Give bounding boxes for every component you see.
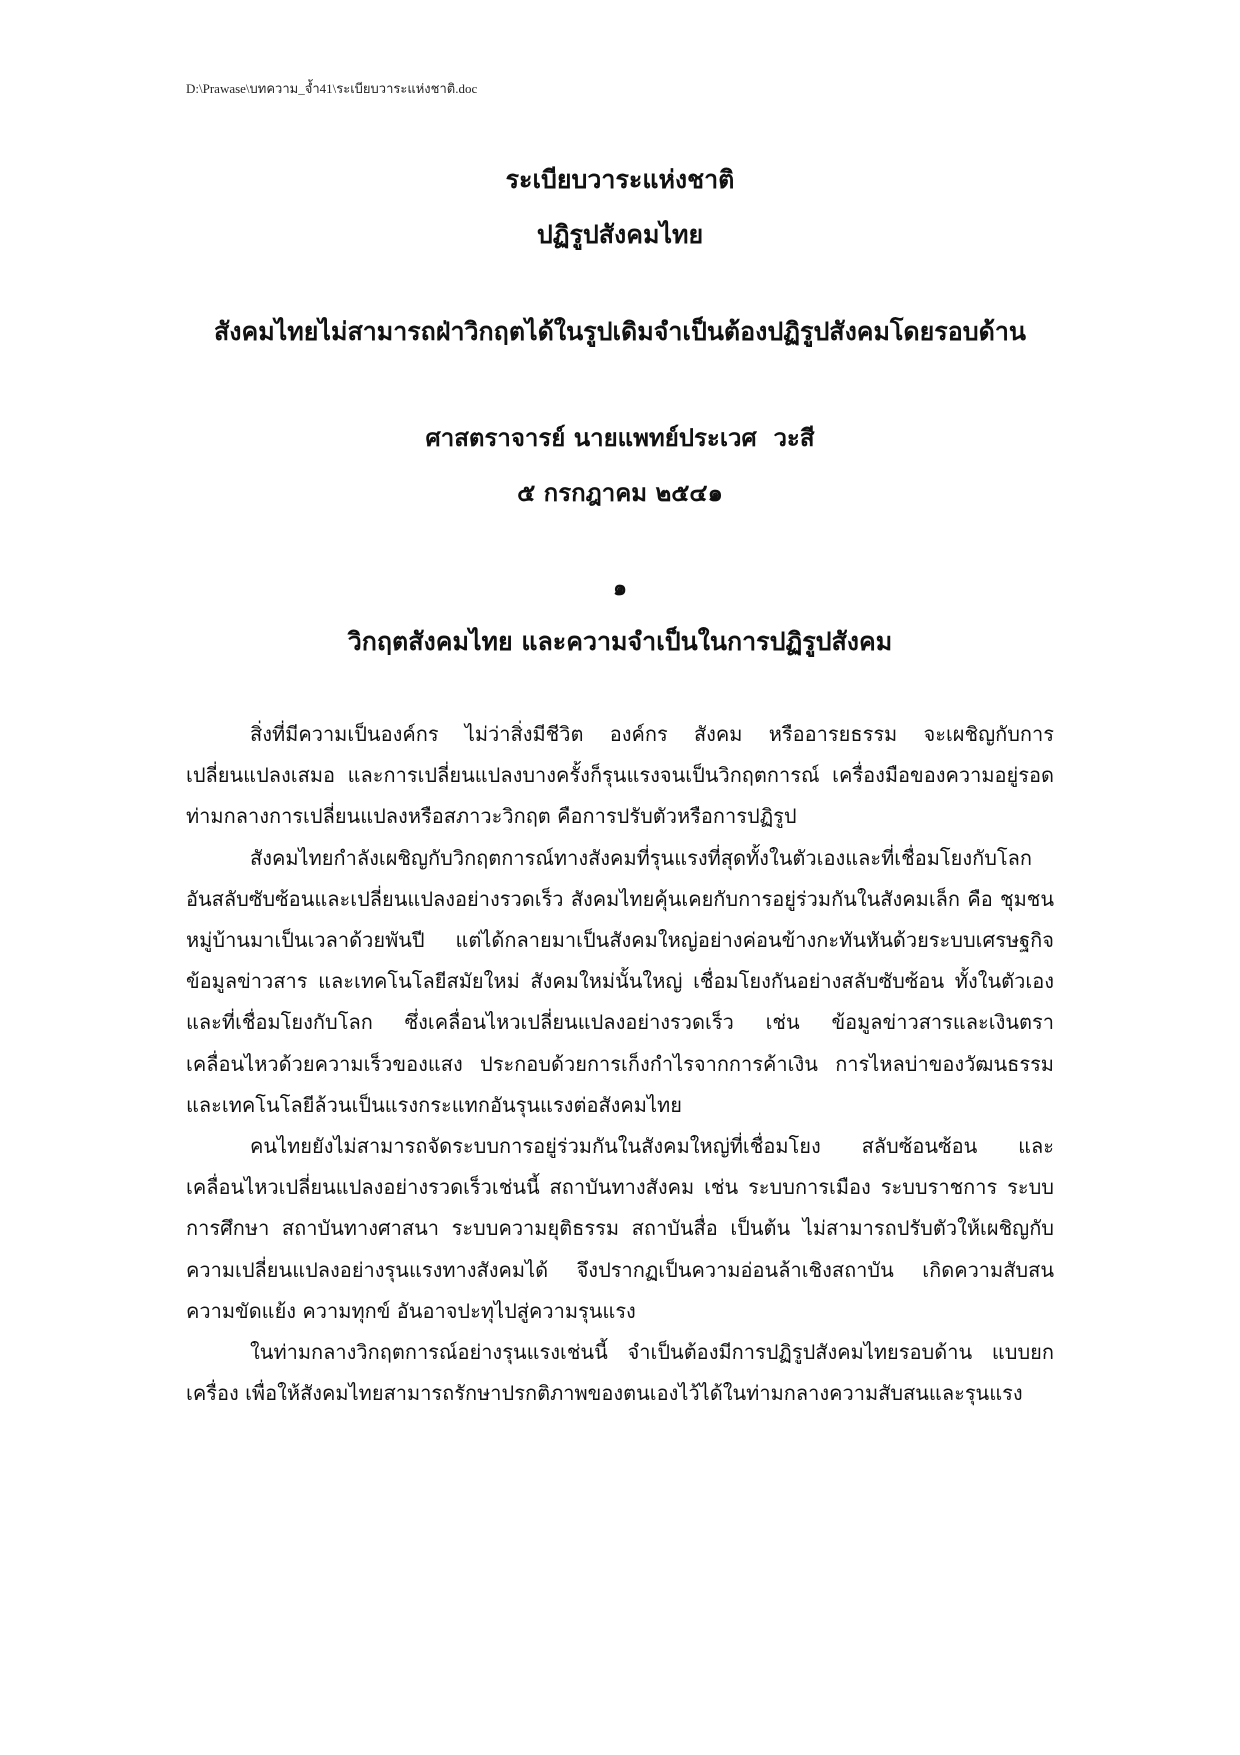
title-line-1: ระเบียบวาระแห่งชาติ (505, 165, 735, 194)
paragraph: ในท่ามกลางวิกฤตการณ์อย่างรุนแรงเช่นนี้ จำเป็นต้องมีการปฏิรูปสังคมไทยรอบด้าน แบบยกเครื่อง เพื่อให้สังคมไทยสามารถรักษาปรกติภาพของตนเองไว้ได้ในท่ามกลางความสับสนและรุนแรง (186, 1340, 1054, 1406)
title-line-2: ปฏิรูปสังคมไทย (536, 220, 704, 249)
file-path-header: D:\Prawase\บทความ_จ้ำ41\ระเบียบวาระแห่งชาติ.doc (186, 81, 478, 96)
section-number: ๑ (613, 575, 627, 601)
subtitle: สังคมไทยไม่สามารถฝ่าวิกฤตได้ในรูปเดิมจำเป็นต้องปฏิรูปสังคมโดยรอบด้าน (214, 317, 1026, 346)
section-heading: วิกฤตสังคมไทย และความจำเป็นในการปฏิรูปสังคม (347, 627, 893, 656)
paragraph: คนไทยยังไม่สามารถจัดระบบการอยู่ร่วมกันในสังคมใหญ่ที่เชื่อมโยง สลับซ้อนซ้อน และเคลื่อนไหวเปลี่ยนแปลงอย่างรวดเร็วเช่นนี้ สถาบันทางสังคม เช่น ระบบการเมือง ระบบราชการ ระบบการศึกษา สถาบันทางศาสนา ระบบความยุติธรรม สถาบันสื่อ เป็นต้น ไม่สามารถปรับตัวให้เผชิญกับความเปลี่ยนแปลงอย่างรุนแรงทางสังคมได้ จึงปรากฏเป็นความอ่อนล้าเชิงสถาบัน เกิดความสับสน ความขัดแย้ง ความทุกข์ อันอาจปะทุไปสู่ความรุนแรง (186, 1134, 1054, 1323)
paragraph: สังคมไทยกำลังเผชิญกับวิกฤตการณ์ทางสังคมที่รุนแรงที่สุดทั้งในตัวเองและที่เชื่อมโยงกับโลกอันสลับซับซ้อนและเปลี่ยนแปลงอย่างรวดเร็ว สังคมไทยคุ้นเคยกับการอยู่ร่วมกันในสังคมเล็ก คือ ชุมชนหมู่บ้านมาเป็นเวลาด้วยพันปี แต่ได้กลายมาเป็นสังคมใหญ่อย่างค่อนข้างกะทันหันด้วยระบบเศรษฐกิจ ข้อมูลข่าวสาร และเทคโนโลยีสมัยใหม่ สังคมใหม่นั้นใหญ่ เชื่อมโยงกันอย่างสลับซับซ้อน ทั้งในตัวเองและที่เชื่อมโยงกับโลก ซึ่งเคลื่อนไหวเปลี่ยนแปลงอย่างรวดเร็ว เช่น ข้อมูลข่าวสารและเงินตราเคลื่อนไหวด้วยความเร็วของแสง ประกอบด้วยการเก็งกำไรจากการค้าเงิน การไหลบ่าของวัฒนธรรมและเทคโนโลยีล้วนเป็นแรงกระแทกอันรุนแรงต่อสังคมไทย (186, 845, 1054, 1117)
author: ศาสตราจารย์ นายแพทย์ประเวศ วะสี (425, 423, 815, 452)
body-text (186, 714, 1054, 1414)
date: ๕ กรกฎาคม ๒๕๔๑ (517, 478, 723, 507)
paragraph: สิ่งที่มีความเป็นองค์กร ไม่ว่าสิ่งมีชีวิต องค์กร สังคม หรืออารยธรรม จะเผชิญกับการเปลี่ยนแปลงเสมอ และการเปลี่ยนแปลงบางครั้งก็รุนแรงจนเป็นวิกฤตการณ์ เครื่องมือของความอยู่รอดท่ามกลางการเปลี่ยนแปลงหรือสภาวะวิกฤต คือการปรับตัวหรือการปฏิรูป (186, 722, 1054, 829)
